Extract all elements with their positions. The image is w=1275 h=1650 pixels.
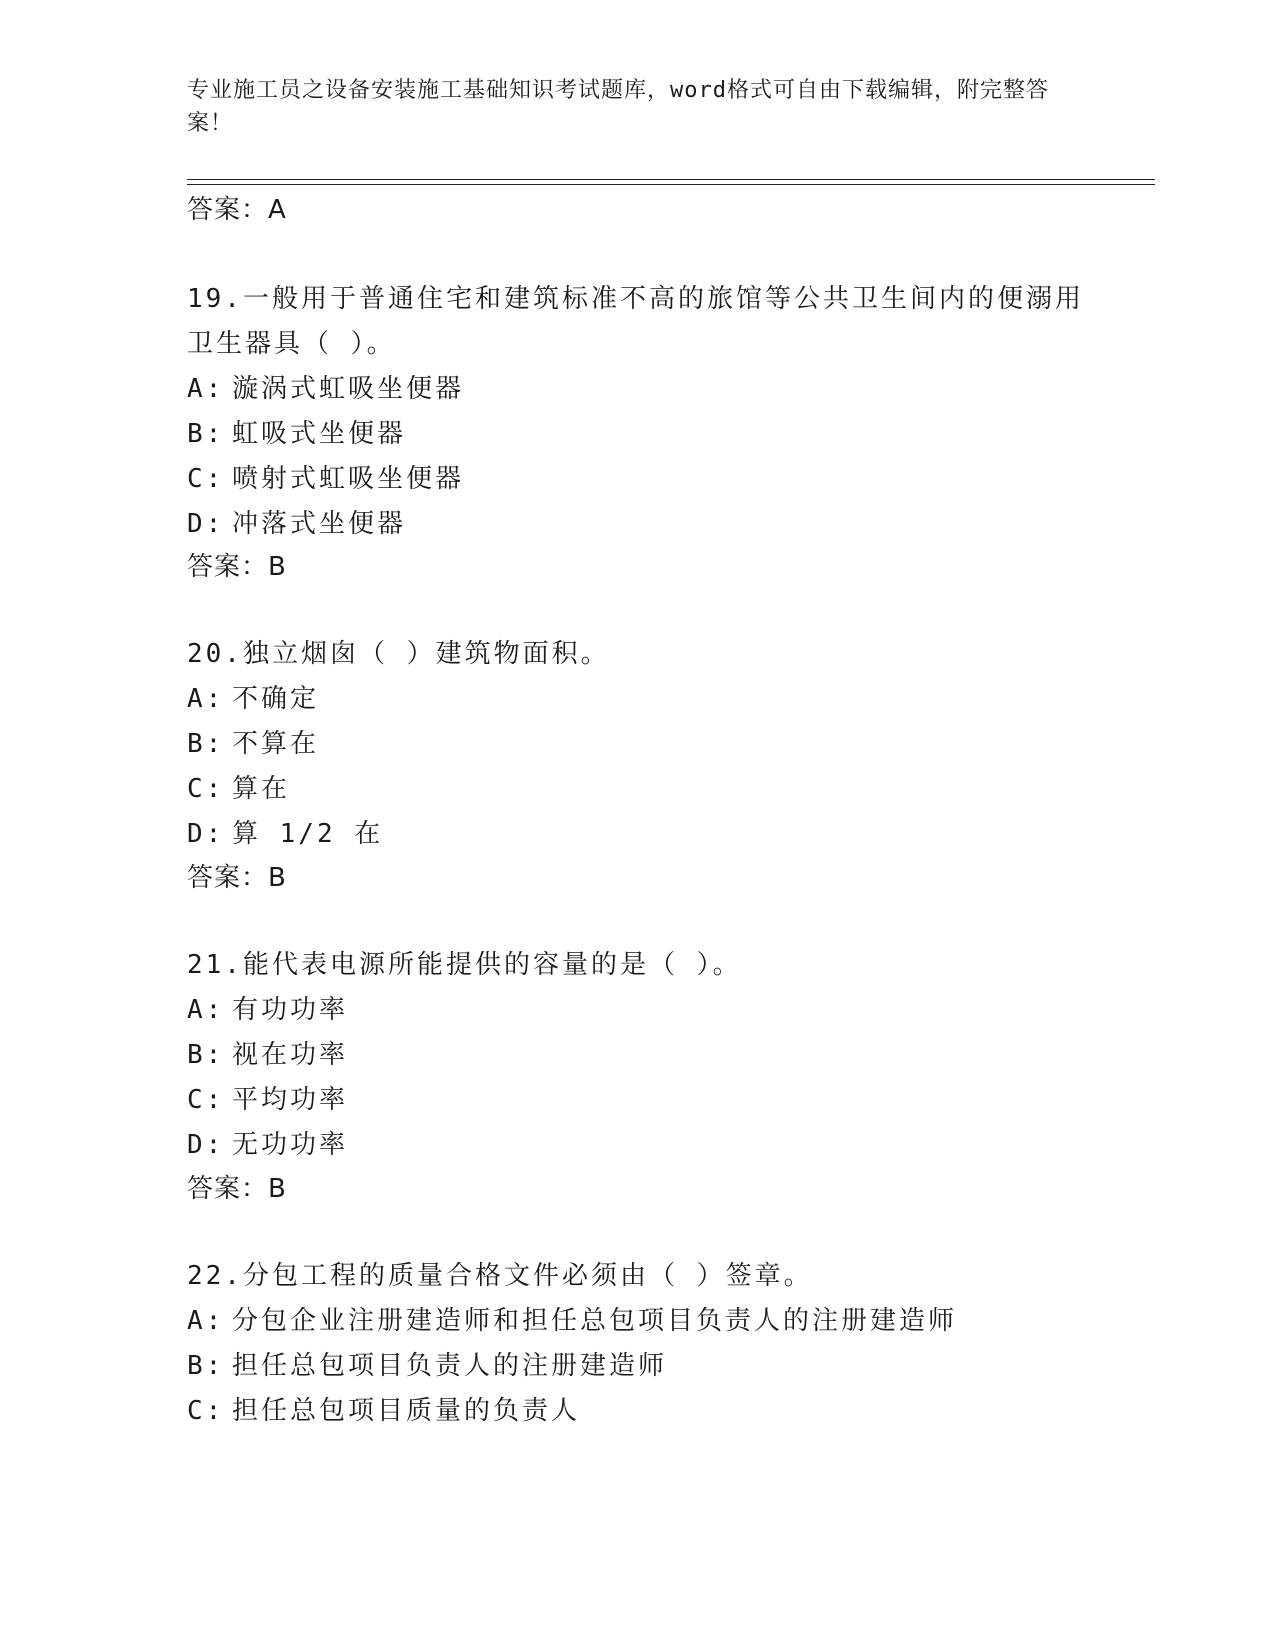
header-rule-bottom (187, 184, 1155, 185)
header-rule-top (187, 179, 1155, 180)
option-text: 喷射式虹吸坐便器 (232, 464, 465, 494)
option-key: B: (187, 1040, 225, 1070)
question-21 (187, 943, 1087, 1168)
question-22 (187, 1254, 1087, 1434)
option-text: 担任总包项目负责人的注册建造师 (232, 1351, 668, 1381)
option-key: D: (187, 1130, 225, 1160)
option-text: 平均功率 (232, 1085, 349, 1115)
option-text: 冲落式坐便器 (232, 509, 407, 539)
option-text: 无功功率 (232, 1130, 349, 1160)
option-d (187, 502, 1087, 547)
option-key: B: (187, 729, 225, 759)
option-text: 漩涡式虹吸坐便器 (232, 374, 465, 404)
option-key: A: (187, 995, 225, 1025)
option-c (187, 1078, 1087, 1123)
option-d (187, 812, 1087, 857)
option-c (187, 457, 1087, 502)
option-text: 不确定 (232, 684, 320, 714)
option-b (187, 1344, 1087, 1389)
option-a (187, 367, 1087, 412)
question-19 (187, 277, 1087, 547)
option-text: 视在功率 (232, 1040, 349, 1070)
option-key: C: (187, 1085, 225, 1115)
option-text: 算在 (232, 774, 291, 804)
answer-20: 答案：B (187, 863, 287, 893)
option-c (187, 767, 1087, 812)
option-text: 有功功率 (232, 995, 349, 1025)
option-text: 分包企业注册建造师和担任总包项目负责人的注册建造师 (232, 1306, 958, 1336)
option-d (187, 1123, 1087, 1168)
option-key: C: (187, 774, 225, 804)
option-text: 不算在 (232, 729, 320, 759)
answer-21: 答案：B (187, 1174, 287, 1204)
option-c (187, 1389, 1087, 1434)
option-key: A: (187, 684, 225, 714)
question-stem: 20.独立烟囱（ ）建筑物面积。 (187, 639, 610, 669)
option-key: A: (187, 1306, 225, 1336)
question-stem: 22.分包工程的质量合格文件必须由（ ）签章。 (187, 1261, 813, 1291)
option-text: 虹吸式坐便器 (232, 419, 407, 449)
answer-19: 答案：B (187, 552, 287, 582)
option-key: B: (187, 1351, 225, 1381)
option-a (187, 988, 1087, 1033)
option-key: C: (187, 464, 225, 494)
document-header: 专业施工员之设备安装施工基础知识考试题库，word格式可自由下载编辑，附完整答案！ (187, 78, 1049, 136)
option-b (187, 1033, 1087, 1078)
option-key: D: (187, 819, 225, 849)
option-a (187, 677, 1087, 722)
option-a (187, 1299, 1087, 1344)
question-stem: 21.能代表电源所能提供的容量的是（ ）。 (187, 950, 742, 980)
option-b (187, 722, 1087, 767)
option-key: B: (187, 419, 225, 449)
option-text: 担任总包项目质量的负责人 (232, 1396, 581, 1426)
option-key: C: (187, 1396, 225, 1426)
option-text: 算 1/2 在 (232, 819, 384, 849)
option-b (187, 412, 1087, 457)
question-20 (187, 632, 1087, 857)
option-key: A: (187, 374, 225, 404)
question-stem: 19.一般用于普通住宅和建筑标准不高的旅馆等公共卫生间内的便溺用卫生器具（ ）。 (187, 284, 1084, 359)
answer-previous: 答案：A (187, 195, 287, 225)
option-key: D: (187, 509, 225, 539)
